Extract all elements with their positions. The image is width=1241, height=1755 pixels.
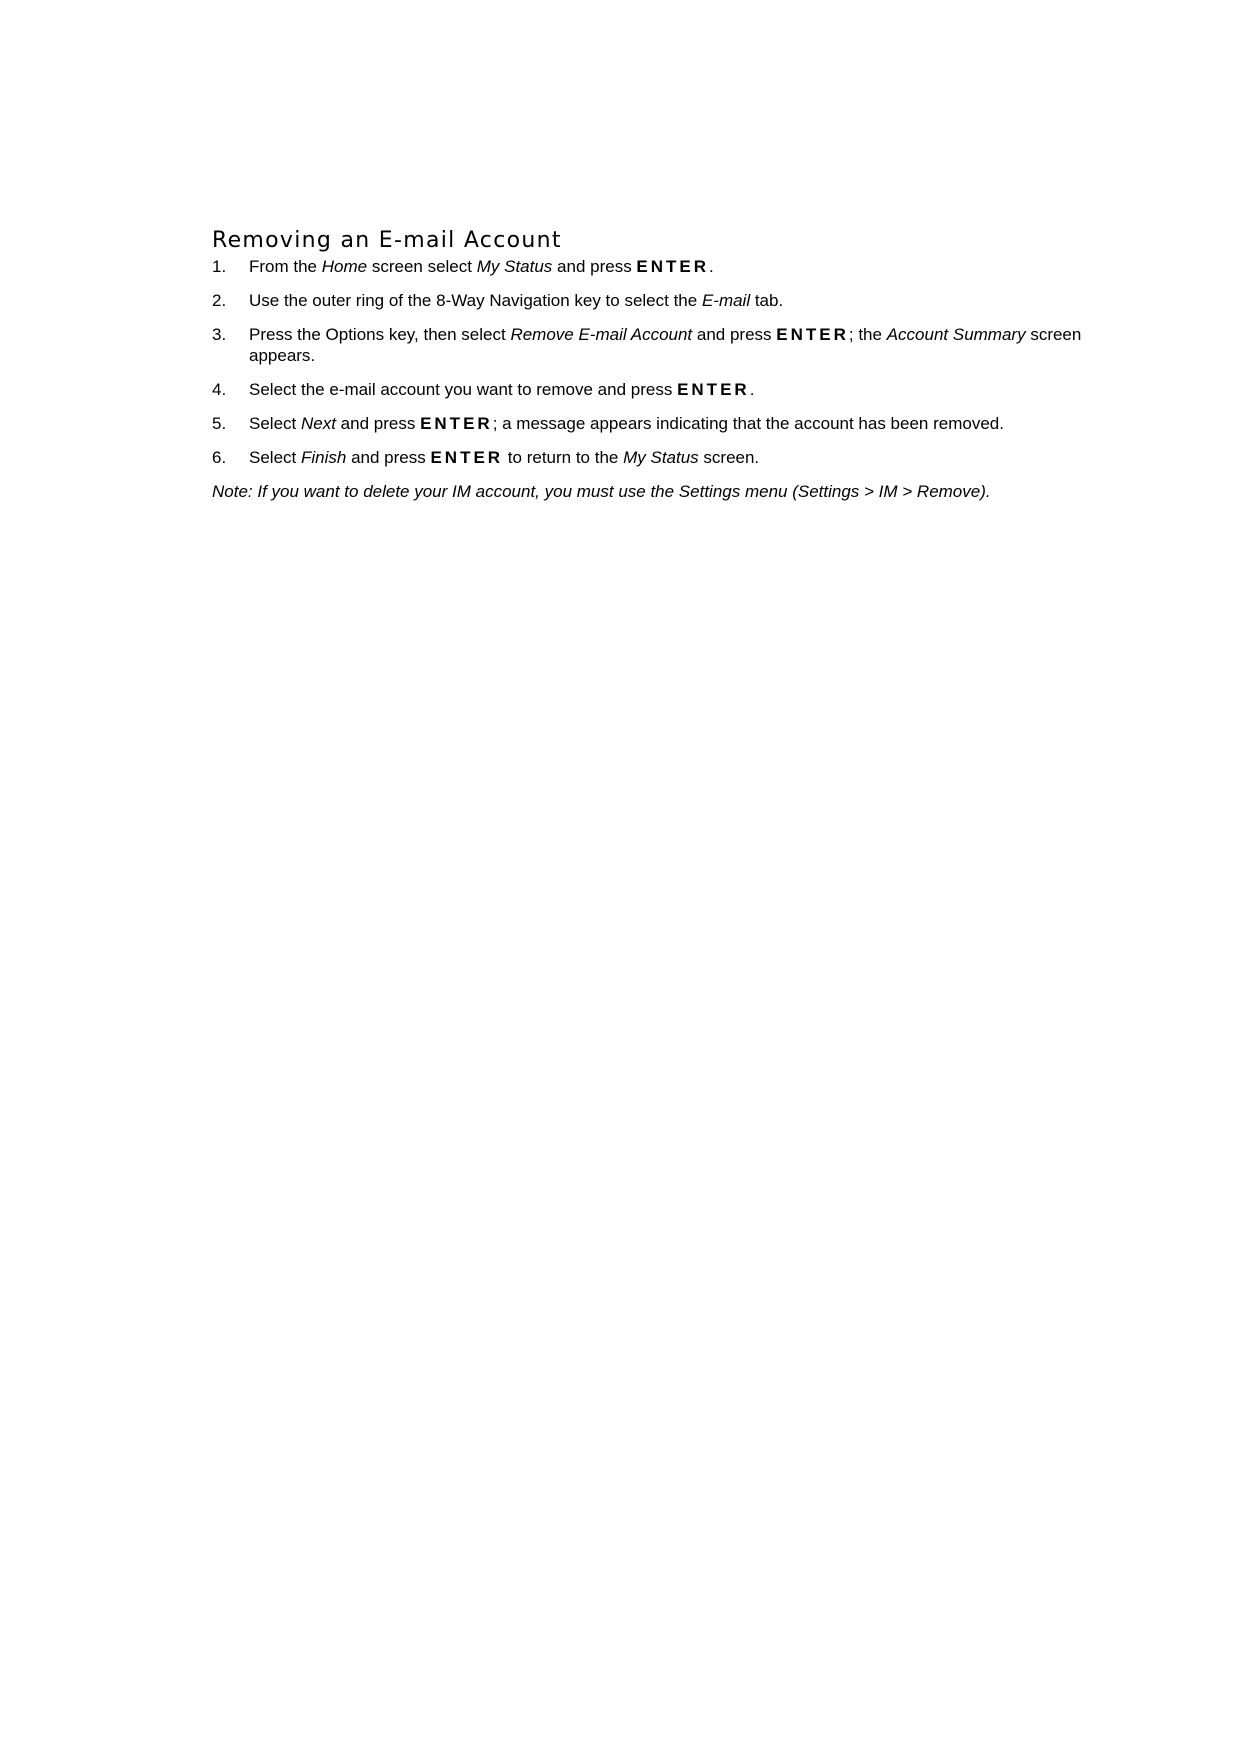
step-item [212,413,1112,434]
step-number: 2. [212,291,227,310]
step-text [249,257,714,276]
step-text-segment: and press [335,414,421,433]
enter-key-label: ENTER [677,380,750,399]
step-text-segment: screen appears. [249,325,1082,365]
step-text-segment: From the [249,257,322,276]
step-text-segment: Use the outer ring of the 8-Way Navigation key to select the [249,291,702,310]
step-text-segment: screen select [367,257,477,276]
step-text-segment: and press [346,448,431,467]
step-text-segment: . [749,380,755,399]
note-text: Note: If you want to delete your IM account, you must use the Settings menu (Settings > IM > Remove). [212,482,991,501]
step-text-segment: and press [552,257,637,276]
step-item [212,447,1112,468]
enter-key-label: ENTER [776,325,849,344]
enter-key-label: ENTER [430,448,504,467]
step-item [212,290,1112,311]
enter-key-label: ENTER [420,414,493,433]
ui-term: Next [300,414,336,433]
step-number: 5. [212,414,227,433]
ui-term: E-mail [701,291,751,310]
step-text [249,414,1004,433]
step-text-segment: and press [692,325,777,344]
ui-term: Home [321,257,368,276]
step-text-segment: Select the e-mail account you want to remove and press [249,380,678,399]
step-text [249,325,1081,365]
step-text-segment: Select [249,448,301,467]
ui-term: Account Summary [886,325,1026,344]
ui-term: My Status [623,448,699,467]
document-page [212,226,1112,502]
ui-term: Remove E-mail Account [510,325,693,344]
section-title: Removing an E-mail Account [212,228,562,253]
step-text-segment: Press the Options key, then select [249,325,511,344]
step-text [249,448,759,467]
step-number: 1. [212,257,227,276]
step-text-segment: screen. [698,448,760,467]
enter-key-label: ENTER [636,257,710,276]
step-text-segment: to return to the [503,448,624,467]
ui-term: My Status [476,257,553,276]
step-text-segment: . [709,257,714,276]
step-text [249,291,783,310]
step-text [249,380,754,399]
step-number: 3. [212,325,227,344]
step-number: 6. [212,448,227,467]
steps-list [212,256,1112,468]
step-number: 4. [212,380,227,399]
ui-term: Finish [300,448,347,467]
step-item [212,324,1112,366]
step-text-segment: ; the [848,325,887,344]
step-item [212,256,1112,277]
step-item [212,379,1112,400]
step-text-segment: tab. [750,291,784,310]
step-text-segment: ; a message appears indicating that the account has been removed. [492,414,1004,433]
step-text-segment: Select [249,414,301,433]
